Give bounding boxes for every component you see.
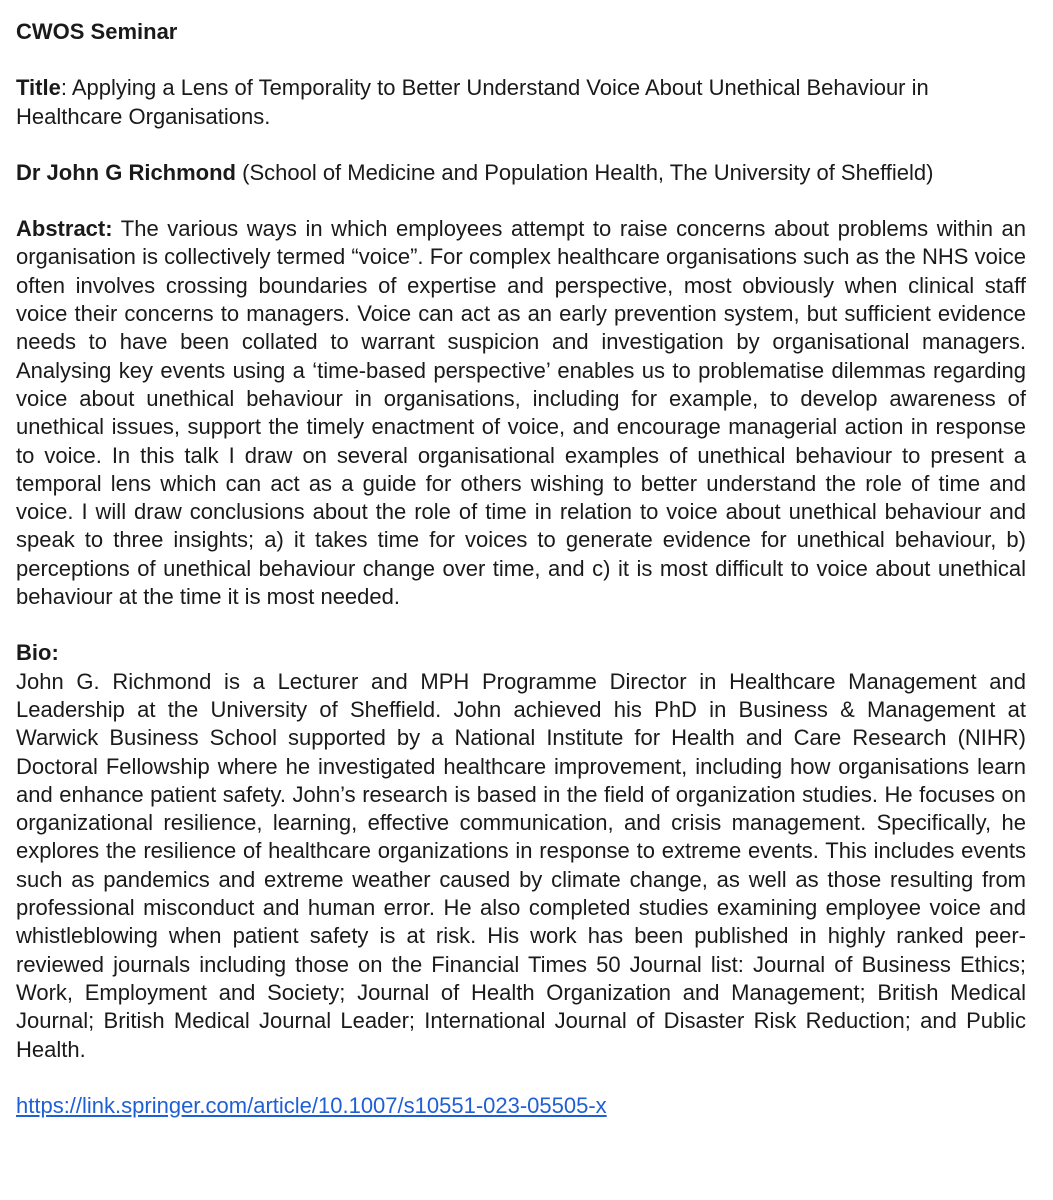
link-paragraph: [16, 1092, 1026, 1120]
speaker-paragraph: [16, 159, 1026, 187]
bio-label: Bio:: [16, 640, 59, 666]
seminar-heading: CWOS Seminar: [16, 19, 178, 44]
abstract-paragraph: [16, 215, 1026, 611]
speaker-affiliation: (School of Medicine and Population Health, The University of Sheffield): [236, 159, 934, 185]
abstract-text: The various ways in which employees attempt to raise concerns about problems within an organisation is collectively termed “voice”. For complex healthcare organisations such as the NHS voice often involves crossing boundaries of expertise and perspective, most obviously when clinical staff voice their concerns to managers. Voice can act as an early prevention system, but sufficient evidence needs to have been collated to warrant suspicion and investigation by organisational managers. Analysing key events using a ‘time-based perspective’ enables us to problematise dilemmas regarding voice about unethical behaviour in organisations, including for example, to develop awareness of unethical issues, support the timely enactment of voice, and encourage managerial action in response to voice. In this talk I draw on several organisational examples of unethical behaviour to present a temporal lens which can act as a guide for others wishing to better understand the role of time and voice. I will draw conclusions about the role of time in relation to voice about unethical behaviour and speak to three insights; a) it takes time for voices to generate evidence for unethical behaviour, b) perceptions of unethical behaviour change over time, and c) it is most difficult to voice about unethical behaviour at the time it is most needed.: [16, 216, 1026, 610]
abstract-label: Abstract:: [16, 216, 113, 242]
bio-paragraph: John G. Richmond is a Lecturer and MPH Programme Director in Healthcare Management and Leadership at the University of Sheffield. John achieved his PhD in Business & Management at Warwick Business School supported by a National Institute for Health and Care Research (NIHR) Doctoral Fellowship where he investigated healthcare improvement, including how organisations learn and enhance patient safety. John’s research is based in the field of organization studies. He focuses on organizational resilience, learning, effective communication, and crisis management. Specifically, he explores the resilience of healthcare organizations in response to extreme events. This includes events such as pandemics and extreme weather caused by climate change, as well as those resulting from professional misconduct and human error. He also completed studies examining employee voice and whistleblowing when patient safety is at risk. His work has been published in highly ranked peer-reviewed journals including those on the Financial Times 50 Journal list: Journal of Business Ethics; Work, Employment and Society; Journal of Health Organization and Management; British Medical Journal; British Medical Journal Leader; International Journal of Disaster Risk Reduction; and Public Health.: [16, 668, 1026, 1062]
title-text: Applying a Lens of Temporality to Better Understand Voice About Unethical Behaviour in Healthcare Organisations.: [16, 75, 929, 129]
title-paragraph: [16, 74, 1026, 131]
title-separator: :: [60, 75, 72, 101]
article-link[interactable]: https://link.springer.com/article/10.1007/s10551-023-05505-x: [16, 1092, 607, 1118]
speaker-name: Dr John G Richmond: [16, 159, 236, 185]
title-label: Title: [16, 75, 61, 101]
document-page: [16, 18, 1026, 1120]
